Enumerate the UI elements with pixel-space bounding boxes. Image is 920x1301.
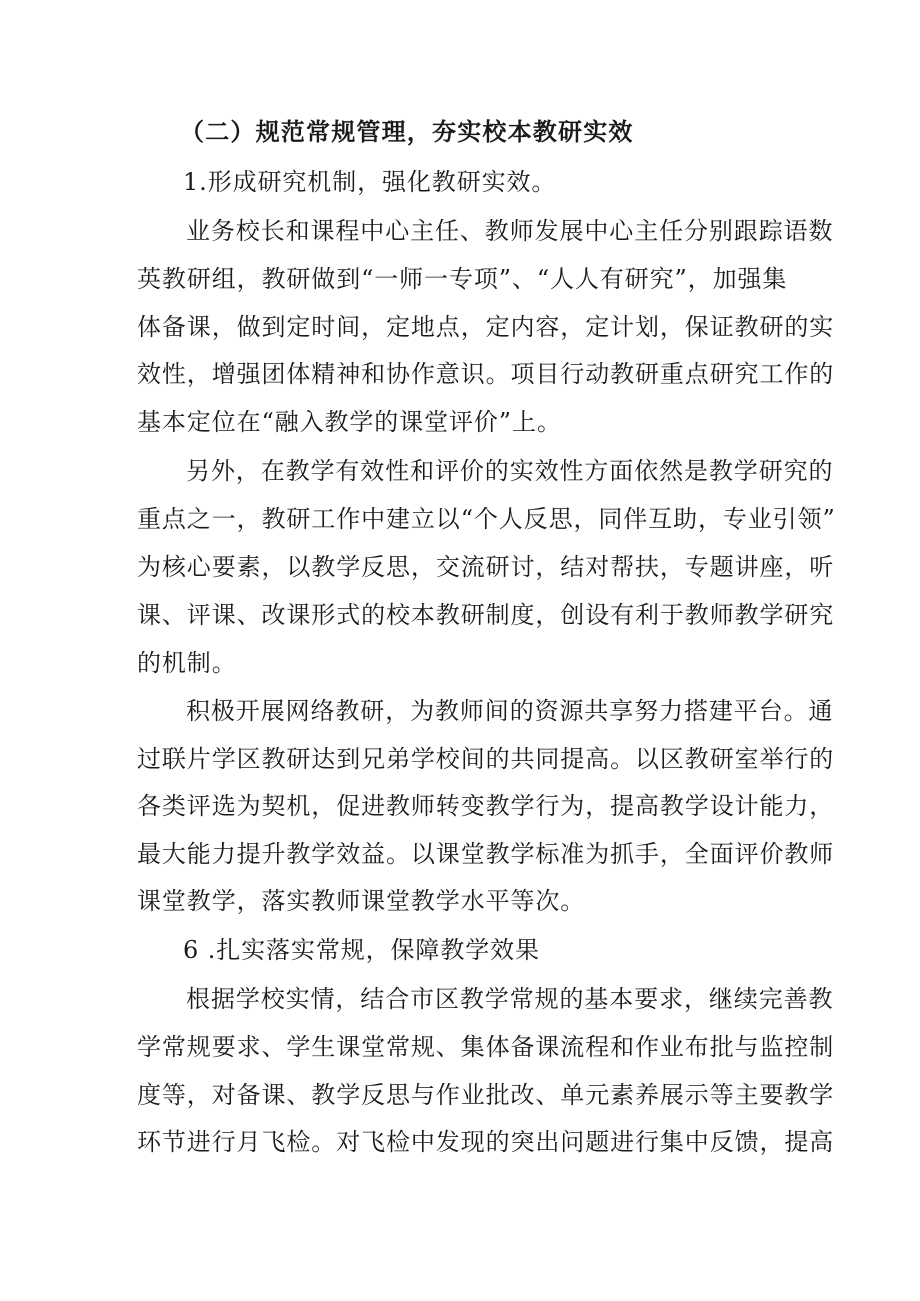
paragraph-line: 体备课，做到定时间，定地点，定内容，定计划，保证教研的实 [137, 313, 835, 341]
paragraph-line: 度等，对备课、教学反思与作业批改、单元素养展示等主要教学 [137, 1081, 835, 1109]
paragraph-line: 英教研组，教研做到“一师一专项”、“人人有研究”，加强集 [137, 265, 788, 293]
paragraph-line: 积极开展网络教研，为教师间的资源共享努力搭建平台。通 [186, 697, 834, 725]
paragraph-line: 过联片学区教研达到兄弟学校间的共同提高。以区教研室举行的 [137, 745, 835, 773]
paragraph-line: 业务校长和课程中心主任、教师发展中心主任分别跟踪语数 [186, 217, 834, 245]
heading-implement-routines: 6 .扎实落实常规，保障教学效果 [183, 936, 540, 964]
paragraph-line: 另外，在教学有效性和评价的实效性方面依然是教学研究的 [186, 457, 834, 485]
paragraph-line: 为核心要素，以教学反思，交流研讨，结对帮扶，专题讲座，听 [137, 553, 835, 581]
paragraph-line: 重点之一，教研工作中建立以“个人反思，同伴互助，专业引领” [137, 505, 836, 533]
paragraph-line: 各类评选为契机，促进教师转变教学行为，提高教学设计能力， [137, 792, 835, 820]
paragraph-line: 学常规要求、学生课堂常规、集体备课流程和作业布批与监控制 [137, 1033, 835, 1061]
paragraph-line: 课、评课、改课形式的校本教研制度，创设有利于教师教学研究 [137, 601, 835, 629]
paragraph-line: 基本定位在“融入教学的课堂评价”上。 [137, 408, 562, 436]
heading-research-mechanism: 1.形成研究机制，强化教研实效。 [183, 168, 557, 196]
section-title: （二）规范常规管理，夯实校本教研实效 [180, 117, 634, 146]
paragraph-line: 最大能力提升教学效益。以课堂教学标准为抓手，全面评价教师 [137, 840, 835, 868]
paragraph-line: 环节进行月飞检。对飞检中发现的突出问题进行集中反馈，提高 [137, 1128, 835, 1156]
paragraph-line: 课堂教学，落实教师课堂教学水平等次。 [137, 887, 586, 915]
paragraph-line: 效性，增强团体精神和协作意识。项目行动教研重点研究工作的 [137, 360, 835, 388]
paragraph-line: 的机制。 [137, 649, 237, 677]
paragraph-line: 根据学校实情，结合市区教学常规的基本要求，继续完善教 [186, 985, 834, 1013]
